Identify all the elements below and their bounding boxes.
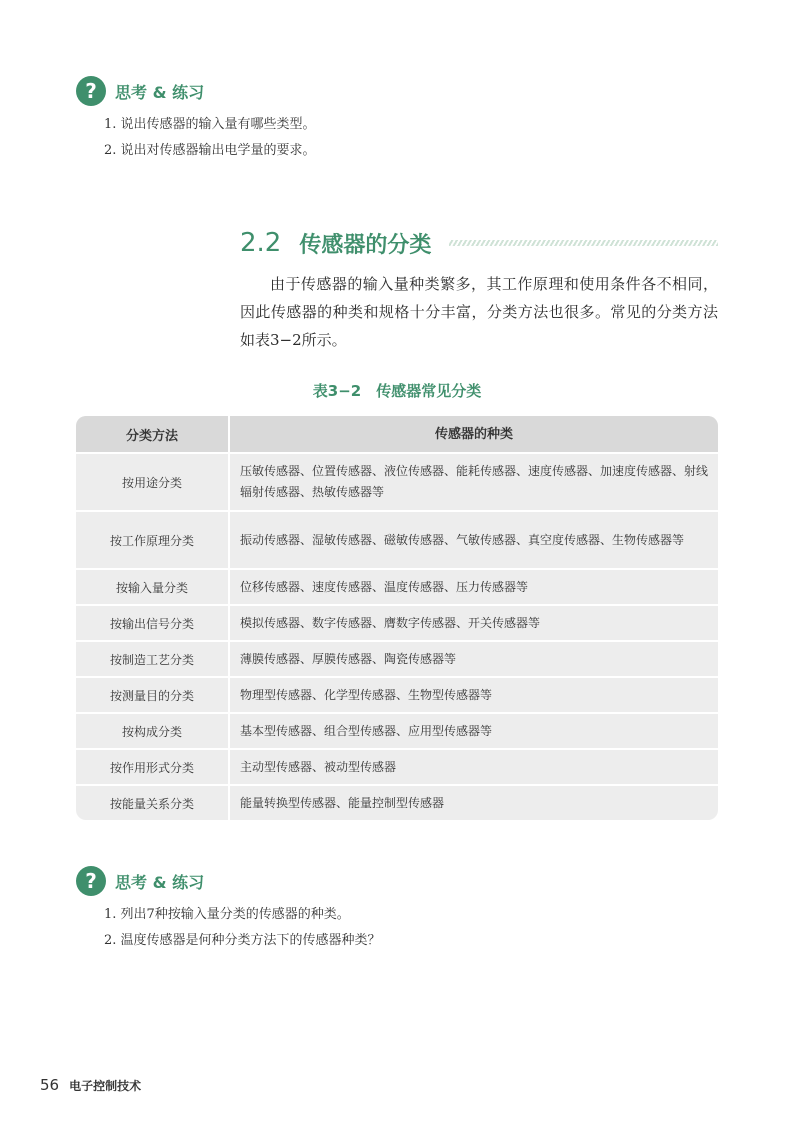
page-number: 56 [40, 1076, 60, 1094]
types-cell: 基本型传感器、组合型传感器、应用型传感器等 [240, 723, 493, 738]
method-cell: 按作用形式分类 [76, 750, 230, 784]
types-cell: 模拟传感器、数字传感器、膺数字传感器、开关传感器等 [240, 615, 541, 630]
question-mark-icon: ? [76, 76, 106, 106]
method-cell: 按用途分类 [76, 454, 230, 510]
think-practice-list [76, 902, 381, 954]
think-practice-header [76, 76, 316, 106]
think-practice-title: 思考 & 练习 [115, 872, 205, 892]
method-cell: 按能量关系分类 [76, 786, 230, 820]
table-row [76, 604, 718, 640]
list-item: 2. 温度传感器是何种分类方法下的传感器种类？ [104, 933, 381, 948]
table-row [76, 510, 718, 568]
table-row [76, 568, 718, 604]
list-item: 1. 列出7种按输入量分类的传感器的种类。 [104, 907, 350, 922]
table-row [76, 748, 718, 784]
intro-paragraph: 由于传感器的输入量种类繁多，其工作原理和使用条件各不相同，因此传感器的种类和规格十分丰富，分类方法也很多。常见的分类方法如表3−2所示。 [240, 275, 718, 349]
types-cell: 主动型传感器、被动型传感器 [240, 759, 397, 774]
think-practice-title: 思考 & 练习 [115, 82, 205, 102]
think-practice-box-2 [76, 866, 381, 954]
table-caption: 表3−2 传感器常见分类 [312, 382, 482, 400]
header-classification-method: 分类方法 [76, 416, 230, 452]
table-row [76, 676, 718, 712]
classification-table [76, 416, 718, 820]
types-cell: 位移传感器、速度传感器、温度传感器、压力传感器等 [240, 579, 529, 594]
method-cell: 按构成分类 [76, 714, 230, 748]
think-practice-header [76, 866, 381, 896]
table-row [76, 640, 718, 676]
page-footer [40, 1076, 141, 1094]
table-row [76, 452, 718, 510]
types-cell: 物理型传感器、化学型传感器、生物型传感器等 [240, 687, 493, 702]
types-cell: 能量转换型传感器、能量控制型传感器 [240, 795, 445, 810]
section-heading [240, 226, 718, 260]
method-cell: 按测量目的分类 [76, 678, 230, 712]
list-item: 2. 说出对传感器输出电学量的要求。 [104, 143, 316, 158]
types-cell: 振动传感器、湿敏传感器、磁敏传感器、气敏传感器、真空度传感器、生物传感器等 [240, 532, 685, 547]
table-row [76, 712, 718, 748]
section-decorative-rule [449, 240, 718, 246]
section-number: 2.2 [240, 228, 282, 258]
book-title: 电子控制技术 [69, 1079, 142, 1093]
method-cell: 按输出信号分类 [76, 606, 230, 640]
header-sensor-types: 传感器的种类 [434, 426, 513, 442]
table-row [76, 784, 718, 820]
method-cell: 按工作原理分类 [76, 512, 230, 568]
section-title: 传感器的分类 [299, 232, 432, 258]
list-item: 1. 说出传感器的输入量有哪些类型。 [104, 117, 316, 132]
think-practice-box-1 [76, 76, 316, 164]
table-header-row [76, 416, 718, 452]
method-cell: 按输入量分类 [76, 570, 230, 604]
think-practice-list [76, 112, 316, 164]
types-cell: 薄膜传感器、厚膜传感器、陶瓷传感器等 [240, 651, 457, 666]
types-cell: 压敏传感器、位置传感器、液位传感器、能耗传感器、速度传感器、加速度传感器、射线辐射传感器、热敏传感器等 [240, 464, 709, 499]
question-mark-icon: ? [76, 866, 106, 896]
method-cell: 按制造工艺分类 [76, 642, 230, 676]
